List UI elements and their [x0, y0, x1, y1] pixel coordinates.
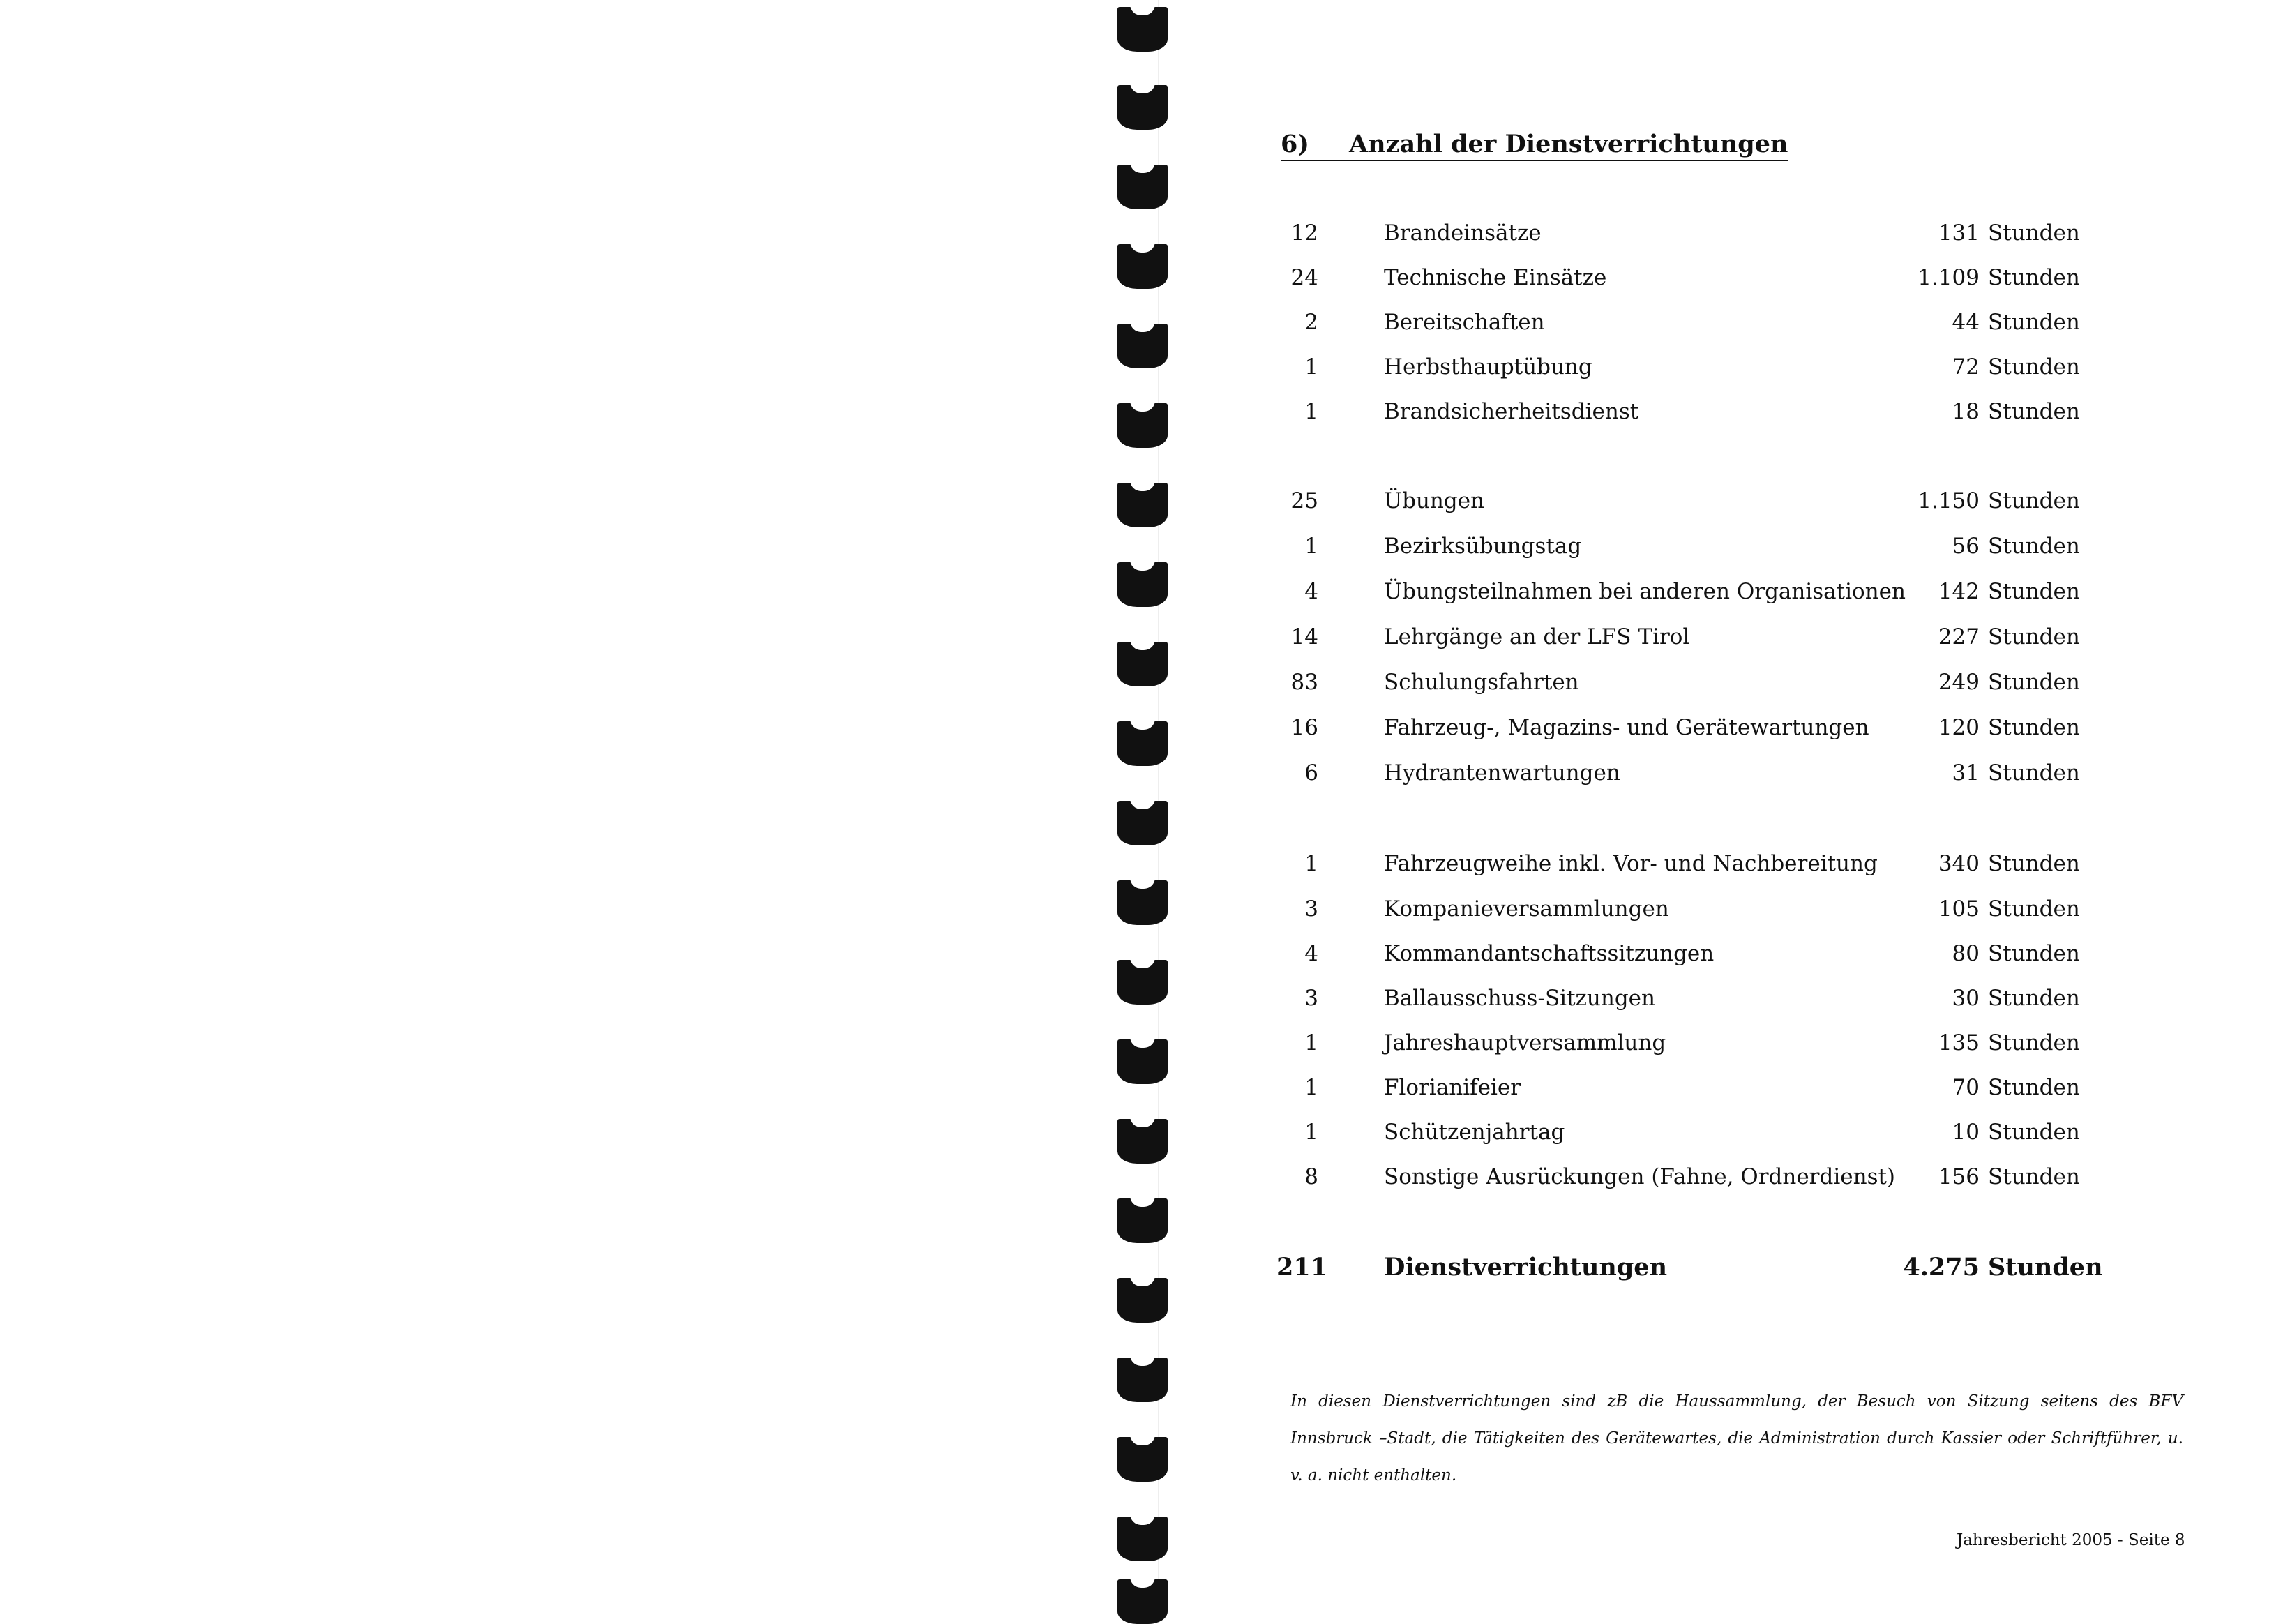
- row-label: Hydrantenwartungen: [1384, 760, 1620, 785]
- row-hours: 135: [1938, 1030, 1980, 1055]
- spiral-binding: [1115, 0, 1170, 1614]
- table-row: [1276, 488, 2120, 527]
- binding-coil: [1117, 403, 1168, 448]
- table-row: [1276, 220, 2120, 260]
- row-hours: 340: [1938, 851, 1980, 876]
- row-label: Bezirksübungstag: [1384, 534, 1582, 559]
- row-label: Brandeinsätze: [1384, 220, 1542, 246]
- row-unit: Stunden: [1988, 1030, 2080, 1055]
- page-footer: Jahresbericht 2005 - Seite 8: [1957, 1531, 2185, 1549]
- row-label: Jahreshauptversammlung: [1384, 1030, 1666, 1055]
- table-row: [1276, 1030, 2120, 1069]
- row-label: Kompanieversammlungen: [1384, 896, 1669, 922]
- row-label: Fahrzeug-, Magazins- und Gerätewartungen: [1384, 715, 1869, 740]
- row-count: 3: [1304, 896, 1318, 922]
- binding-coil: [1117, 244, 1168, 289]
- row-label: Ballausschuss-Sitzungen: [1384, 986, 1655, 1011]
- row-label: Florianifeier: [1384, 1075, 1521, 1100]
- total-count: 211: [1276, 1253, 1328, 1281]
- binding-coil: [1117, 1198, 1168, 1243]
- table-row: [1276, 399, 2120, 438]
- binding-coil: [1117, 165, 1168, 209]
- row-hours: 56: [1952, 534, 1980, 559]
- binding-coil: [1117, 960, 1168, 1005]
- table-row: [1276, 310, 2120, 349]
- row-hours: 156: [1938, 1164, 1980, 1189]
- row-unit: Stunden: [1988, 941, 2080, 966]
- row-hours: 249: [1938, 670, 1980, 695]
- row-label: Brandsicherheitsdienst: [1384, 399, 1639, 424]
- row-unit: Stunden: [1988, 488, 2080, 513]
- total-label: Dienstverrichtungen: [1384, 1253, 1668, 1281]
- table-row: [1276, 896, 2120, 935]
- row-count: 1: [1304, 1120, 1318, 1145]
- row-label: Sonstige Ausrückungen (Fahne, Ordnerdienst): [1384, 1164, 1896, 1189]
- binding-coil: [1117, 721, 1168, 766]
- section-heading: [1281, 130, 1788, 161]
- row-count: 1: [1304, 851, 1318, 876]
- row-label: Schulungsfahrten: [1384, 670, 1579, 695]
- total-row: [1276, 1253, 2120, 1292]
- row-unit: Stunden: [1988, 624, 2080, 649]
- row-count: 8: [1304, 1164, 1318, 1189]
- table-row: [1276, 1075, 2120, 1114]
- binding-coil: [1117, 1437, 1168, 1482]
- row-count: 4: [1304, 941, 1318, 966]
- table-row: [1276, 941, 2120, 980]
- binding-coil: [1117, 1358, 1168, 1402]
- footnote: In diesen Dienstverrichtungen sind zB die Haussammlung, der Besuch von Sitzung seitens des BFV Innsbruck –Stadt, die Tätigkeiten des Gerätewartes, die Administration durch Kassier oder Schriftführer, u. v. a. nicht enthalten.: [1290, 1392, 2183, 1484]
- row-count: 6: [1304, 760, 1318, 785]
- row-count: 14: [1290, 624, 1318, 649]
- table-row: [1276, 354, 2120, 393]
- row-hours: 1.150: [1917, 488, 1980, 513]
- row-count: 3: [1304, 986, 1318, 1011]
- binding-coil: [1117, 85, 1168, 130]
- binding-coil: [1117, 1039, 1168, 1084]
- row-hours: 31: [1952, 760, 1980, 785]
- row-hours: 120: [1938, 715, 1980, 740]
- row-hours: 80: [1952, 941, 1980, 966]
- row-count: 4: [1304, 579, 1318, 604]
- row-label: Technische Einsätze: [1384, 265, 1607, 290]
- binding-coil: [1117, 1119, 1168, 1164]
- row-label: Bereitschaften: [1384, 310, 1545, 335]
- row-unit: Stunden: [1988, 310, 2080, 335]
- row-count: 1: [1304, 354, 1318, 379]
- row-unit: Stunden: [1988, 1164, 2080, 1189]
- binding-coil: [1117, 562, 1168, 607]
- row-label: Fahrzeugweihe inkl. Vor- und Nachbereitung: [1384, 851, 1878, 876]
- binding-coil: [1117, 801, 1168, 845]
- table-row: [1276, 851, 2120, 890]
- table-row: [1276, 760, 2120, 799]
- row-label: Schützenjahrtag: [1384, 1120, 1565, 1145]
- row-hours: 72: [1952, 354, 1980, 379]
- section-title: Anzahl der Dienstverrichtungen: [1349, 130, 1788, 158]
- row-label: Übungsteilnahmen bei anderen Organisationen: [1384, 579, 1906, 604]
- table-row: [1276, 265, 2120, 304]
- row-unit: Stunden: [1988, 265, 2080, 290]
- table-row: [1276, 715, 2120, 754]
- row-count: 25: [1290, 488, 1318, 513]
- row-unit: Stunden: [1988, 715, 2080, 740]
- table-row: [1276, 1164, 2120, 1203]
- row-hours: 142: [1938, 579, 1980, 604]
- row-hours: 105: [1938, 896, 1980, 922]
- row-label: Herbsthauptübung: [1384, 354, 1592, 379]
- row-unit: Stunden: [1988, 579, 2080, 604]
- binding-coil: [1117, 880, 1168, 925]
- binding-coil: [1117, 1579, 1168, 1624]
- row-unit: Stunden: [1988, 896, 2080, 922]
- row-unit: Stunden: [1988, 670, 2080, 695]
- row-unit: Stunden: [1988, 986, 2080, 1011]
- row-count: 83: [1290, 670, 1318, 695]
- table-row: [1276, 986, 2120, 1025]
- row-hours: 44: [1952, 310, 1980, 335]
- row-unit: Stunden: [1988, 534, 2080, 559]
- section-number: 6): [1281, 130, 1309, 158]
- row-hours: 10: [1952, 1120, 1980, 1145]
- table-row: [1276, 579, 2120, 618]
- row-hours: 70: [1952, 1075, 1980, 1100]
- row-count: 1: [1304, 1030, 1318, 1055]
- row-unit: Stunden: [1988, 760, 2080, 785]
- row-count: 1: [1304, 1075, 1318, 1100]
- report-page: [1276, 0, 2185, 1614]
- table-row: [1276, 624, 2120, 663]
- table-row: [1276, 534, 2120, 573]
- row-unit: Stunden: [1988, 851, 2080, 876]
- row-hours: 131: [1938, 220, 1980, 246]
- row-label: Kommandantschaftssitzungen: [1384, 941, 1715, 966]
- total-hours: 4.275: [1903, 1253, 1980, 1281]
- row-count: 1: [1304, 534, 1318, 559]
- row-hours: 30: [1952, 986, 1980, 1011]
- row-hours: 18: [1952, 399, 1980, 424]
- row-hours: 1.109: [1917, 265, 1980, 290]
- row-unit: Stunden: [1988, 1075, 2080, 1100]
- row-label: Lehrgänge an der LFS Tirol: [1384, 624, 1690, 649]
- row-unit: Stunden: [1988, 354, 2080, 379]
- row-hours: 227: [1938, 624, 1980, 649]
- row-unit: Stunden: [1988, 399, 2080, 424]
- row-count: 12: [1290, 220, 1318, 246]
- row-unit: Stunden: [1988, 1120, 2080, 1145]
- binding-coil: [1117, 642, 1168, 686]
- total-unit: Stunden: [1988, 1253, 2103, 1281]
- row-count: 16: [1290, 715, 1318, 740]
- binding-coil: [1117, 7, 1168, 52]
- table-row: [1276, 1120, 2120, 1159]
- binding-coil: [1117, 1278, 1168, 1323]
- row-unit: Stunden: [1988, 220, 2080, 246]
- binding-coil: [1117, 1517, 1168, 1561]
- row-count: 1: [1304, 399, 1318, 424]
- table-row: [1276, 670, 2120, 709]
- row-count: 2: [1304, 310, 1318, 335]
- row-count: 24: [1290, 265, 1318, 290]
- binding-coil: [1117, 324, 1168, 368]
- row-label: Übungen: [1384, 488, 1485, 513]
- binding-coil: [1117, 483, 1168, 527]
